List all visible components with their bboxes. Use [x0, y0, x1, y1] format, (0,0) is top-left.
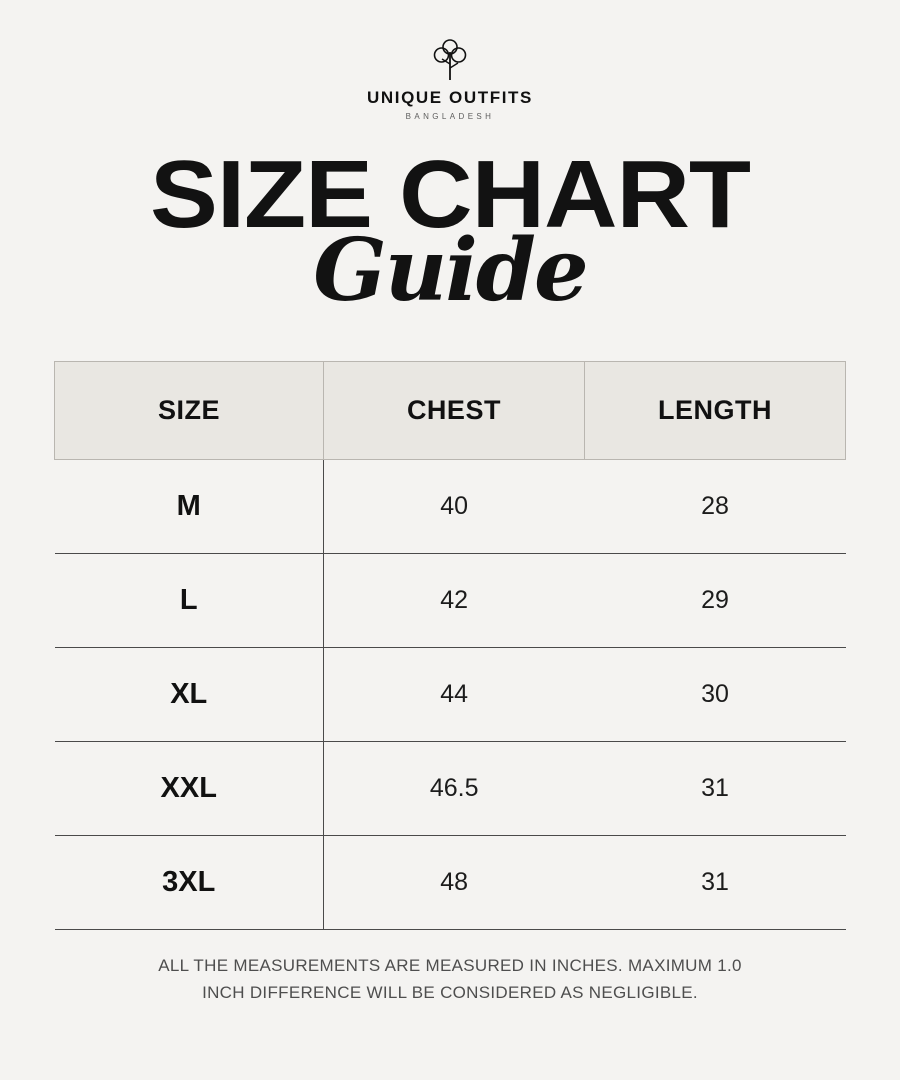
- table-row: [55, 648, 846, 742]
- table-row: [55, 460, 846, 554]
- column-header-size: SIZE: [55, 362, 324, 460]
- cell-length: 31: [584, 742, 845, 836]
- cell-size: XXL: [55, 742, 324, 836]
- clover-sprout-icon: [423, 38, 477, 82]
- title-block: [110, 141, 790, 345]
- cell-size: L: [55, 554, 324, 648]
- table-row: [55, 554, 846, 648]
- measurement-note: [70, 952, 830, 1006]
- cell-chest: 44: [323, 648, 584, 742]
- cell-length: 29: [584, 554, 845, 648]
- table-row: [55, 836, 846, 930]
- brand-sublabel: BANGLADESH: [405, 112, 495, 121]
- cell-size: XL: [55, 648, 324, 742]
- cell-length: 28: [584, 460, 845, 554]
- page-title: SIZE CHART: [150, 141, 750, 248]
- cell-chest: 42: [323, 554, 584, 648]
- measurement-note-line2: INCH DIFFERENCE WILL BE CONSIDERED AS NEGLIGIBLE.: [202, 983, 698, 1002]
- page-subtitle-script: Guide: [313, 220, 587, 321]
- brand-name: UNIQUE OUTFITS: [367, 88, 533, 107]
- column-header-chest: CHEST: [323, 362, 584, 460]
- cell-chest: 40: [323, 460, 584, 554]
- cell-chest: 46.5: [323, 742, 584, 836]
- size-table-wrapper: [54, 361, 846, 930]
- cell-size: M: [55, 460, 324, 554]
- cell-length: 31: [584, 836, 845, 930]
- table-head: [55, 362, 846, 460]
- size-table: [54, 361, 846, 930]
- cell-size: 3XL: [55, 836, 324, 930]
- table-body: [55, 460, 846, 930]
- brand-header: [367, 38, 533, 121]
- cell-chest: 48: [323, 836, 584, 930]
- column-header-length: LENGTH: [584, 362, 845, 460]
- table-header-row: [55, 362, 846, 460]
- measurement-note-line1: ALL THE MEASUREMENTS ARE MEASURED IN INCHES. MAXIMUM 1.0: [158, 956, 742, 975]
- cell-length: 30: [584, 648, 845, 742]
- table-row: [55, 742, 846, 836]
